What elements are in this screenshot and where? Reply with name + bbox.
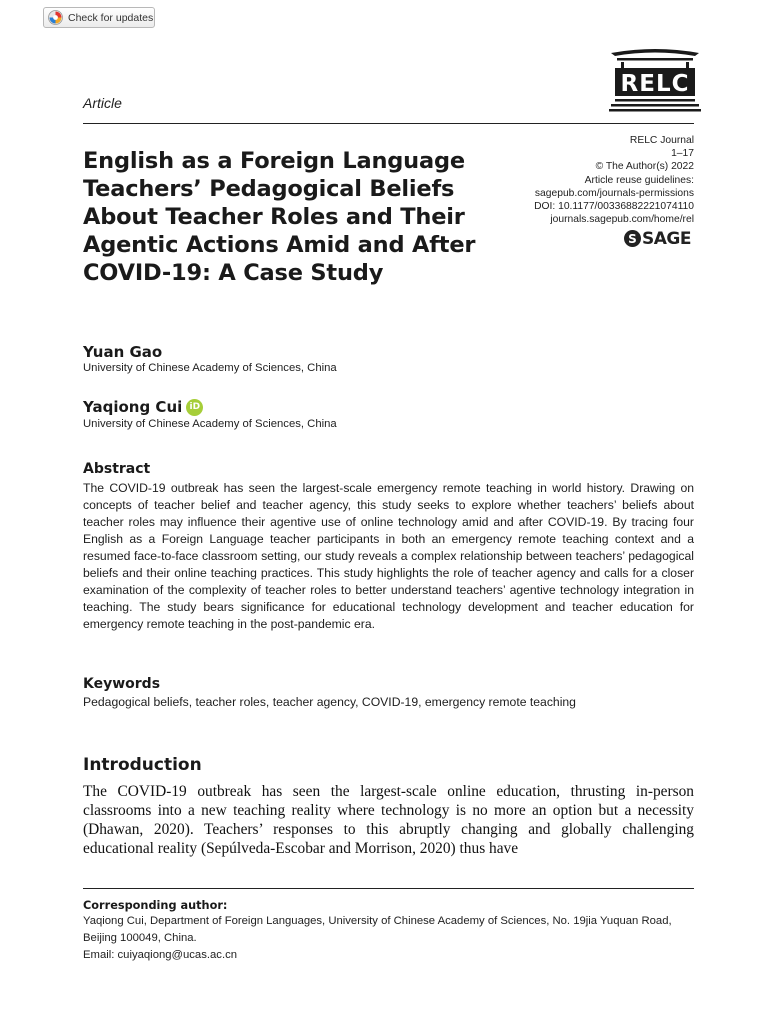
orcid-icon[interactable]: iD — [186, 399, 203, 416]
relc-logo-text: RELC — [620, 71, 690, 97]
corresponding-author-address: Yaqiong Cui, Department of Foreign Languages, University of Chinese Academy of Sciences, No. 19jia Yuquan Road, Beijing 100049, China. — [83, 915, 672, 944]
doi[interactable]: DOI: 10.1177/00336882221074110 — [534, 201, 694, 213]
keywords-heading: Keywords — [83, 676, 161, 692]
sage-logo-text: SAGE — [642, 228, 691, 249]
check-for-updates-button[interactable] — [43, 7, 155, 28]
sage-s-icon: S — [624, 230, 641, 247]
introduction-text: The COVID-19 outbreak has seen the largest-scale online education, thrusting in-person classrooms into a new teaching reality where technology is no more an option but a necessity (Dhawan, 2020). Teachers’ responses to this abruptly changing and globally challenging educational reality (Sepúlveda-Escobar and Morrison, 2020) thus have — [83, 783, 694, 857]
introduction-heading: Introduction — [83, 755, 202, 775]
header-divider — [83, 123, 694, 124]
footnote-divider — [83, 888, 694, 889]
check-updates-label: Check for updates — [68, 11, 154, 24]
keywords-text: Pedagogical beliefs, teacher roles, teacher agency, COVID-19, emergency remote teaching — [83, 695, 576, 709]
journal-name: RELC Journal — [629, 135, 694, 146]
copyright: © The Author(s) 2022 — [595, 161, 694, 173]
check-updates-icon — [48, 10, 63, 25]
reuse-guidelines: Article reuse guidelines: — [584, 174, 694, 186]
author-name — [83, 398, 203, 416]
relc-journal-logo — [609, 47, 701, 113]
article-title: English as a Foreign Language Teachers’ Pedagogical Beliefs About Teacher Roles and Their Agentic Actions Amid and After COVID-19: A Case Study — [83, 148, 476, 286]
author-affiliation: University of Chinese Academy of Sciences, China — [83, 418, 337, 430]
author-affiliation: University of Chinese Academy of Sciences, China — [83, 362, 337, 374]
journal-home-link[interactable]: journals.sagepub.com/home/rel — [550, 214, 694, 226]
permissions-link[interactable]: sagepub.com/journals-permissions — [534, 187, 694, 199]
corresponding-author-details — [83, 913, 694, 964]
corresponding-author-email[interactable]: Email: cuiyaqiong@ucas.ac.cn — [83, 949, 238, 961]
journal-info — [534, 134, 694, 226]
author-name-text: Yaqiong Cui — [83, 398, 183, 416]
sage-logo — [624, 229, 691, 248]
corresponding-author-heading: Corresponding author: — [83, 899, 228, 912]
abstract-heading: Abstract — [83, 461, 151, 477]
abstract-text: The COVID-19 outbreak has seen the largest-scale emergency remote teaching in world history. Drawing on concepts of teacher belief and teacher agency, this study seeks to explore whether teachers’ beliefs about teacher roles may influence their agentive use of online technology amid and after COVID-19. By tracing four English as a Foreign Language teacher participants in both an emergency remote teaching context and a resumed face-to-face classroom setting, our study reveals a complex relationship between teachers’ pedagogical beliefs and their online teaching practices. This study highlights the role of teacher agency and calls for a closer examination of the complexity of teacher roles to better understand teachers’ agentive technology integration in teaching. The study bears significance for educational technology development and teacher education for emergency remote teaching in the post-pandemic era. — [83, 481, 694, 631]
article-type-label: Article — [83, 95, 122, 111]
page-range: 1–17 — [671, 148, 694, 160]
author-name: Yuan Gao — [83, 343, 163, 361]
